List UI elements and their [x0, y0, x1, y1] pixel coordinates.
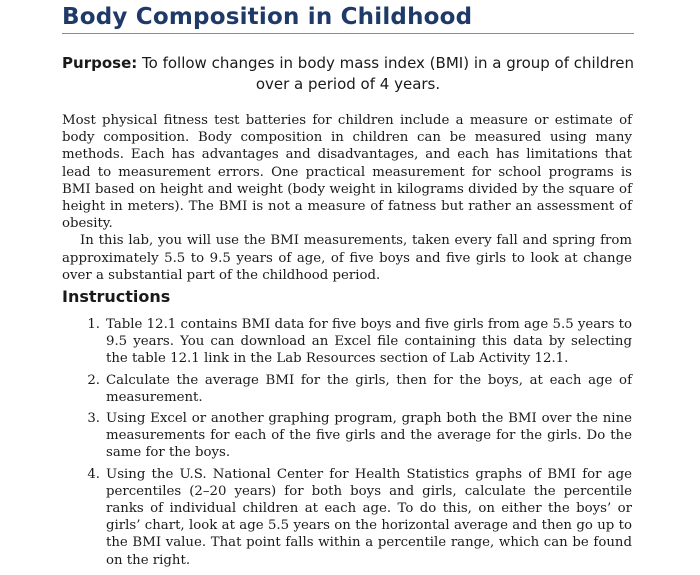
instructions-heading: Instructions [62, 287, 171, 306]
step-text: Using Excel or another graphing program, graph both the BMI over the nine measurements for each of the five girls and the average for the girls. Do the same for the boys. [106, 411, 632, 461]
step-number: 3. [87, 411, 100, 427]
step-text: Calculate the average BMI for the girls, then for the boys, at each age of measurement. [106, 372, 632, 405]
instruction-step-3 [62, 410, 632, 462]
title-divider [62, 33, 634, 34]
purpose-statement [62, 53, 634, 95]
instruction-step-2 [62, 372, 632, 406]
step-text: Using the U.S. National Center for Health Statistics graphs of BMI for age percentiles (2–20 years) for both boys and girls, calculate the percentile ranks of individual children at each age. To do this, on either the boys’ or girls’ chart, look at age 5.5 years on the horizontal average and then go up to the BMI value. That point falls within a percentile range, which can be found on the right. [106, 466, 632, 568]
instruction-step-4 [62, 466, 632, 569]
intro-text [62, 112, 632, 284]
purpose-label: Purpose: [62, 54, 138, 72]
step-number: 4. [87, 466, 100, 482]
step-number: 1. [87, 317, 100, 332]
instruction-step-1 [62, 316, 632, 368]
intro-paragraph-1: Most physical fitness test batteries for children include a measure or estimate of body composition. Body composition in children can be measured using many methods. Each has advantages and disadvantages, and each has limitations that lead to measurement errors. One practical measurement for school programs is BMI based on height and weight (body weight in kilograms divided by the square of height in meters). The BMI is not a measure of fatness but rather an assessment of obesity. [62, 113, 632, 232]
page-title: Body Composition in Childhood [62, 4, 473, 30]
purpose-text: To follow changes in body mass index (BMI) in a group of children over a period of 4 years. [137, 54, 634, 93]
intro-paragraph-2: In this lab, you will use the BMI measurements, taken every fall and spring from approximately 5.5 to 9.5 years of age, of five boys and five girls to look at change over a substantial part of the childhood period. [62, 233, 632, 283]
step-text: Table 12.1 contains BMI data for five boys and five girls from age 5.5 years to 9.5 years. You can download an Excel file containing this data by selecting the table 12.1 link in the Lab Resources section of Lab Activity 12.1. [106, 317, 632, 367]
step-number: 2. [87, 372, 100, 388]
instruction-list [62, 316, 632, 573]
